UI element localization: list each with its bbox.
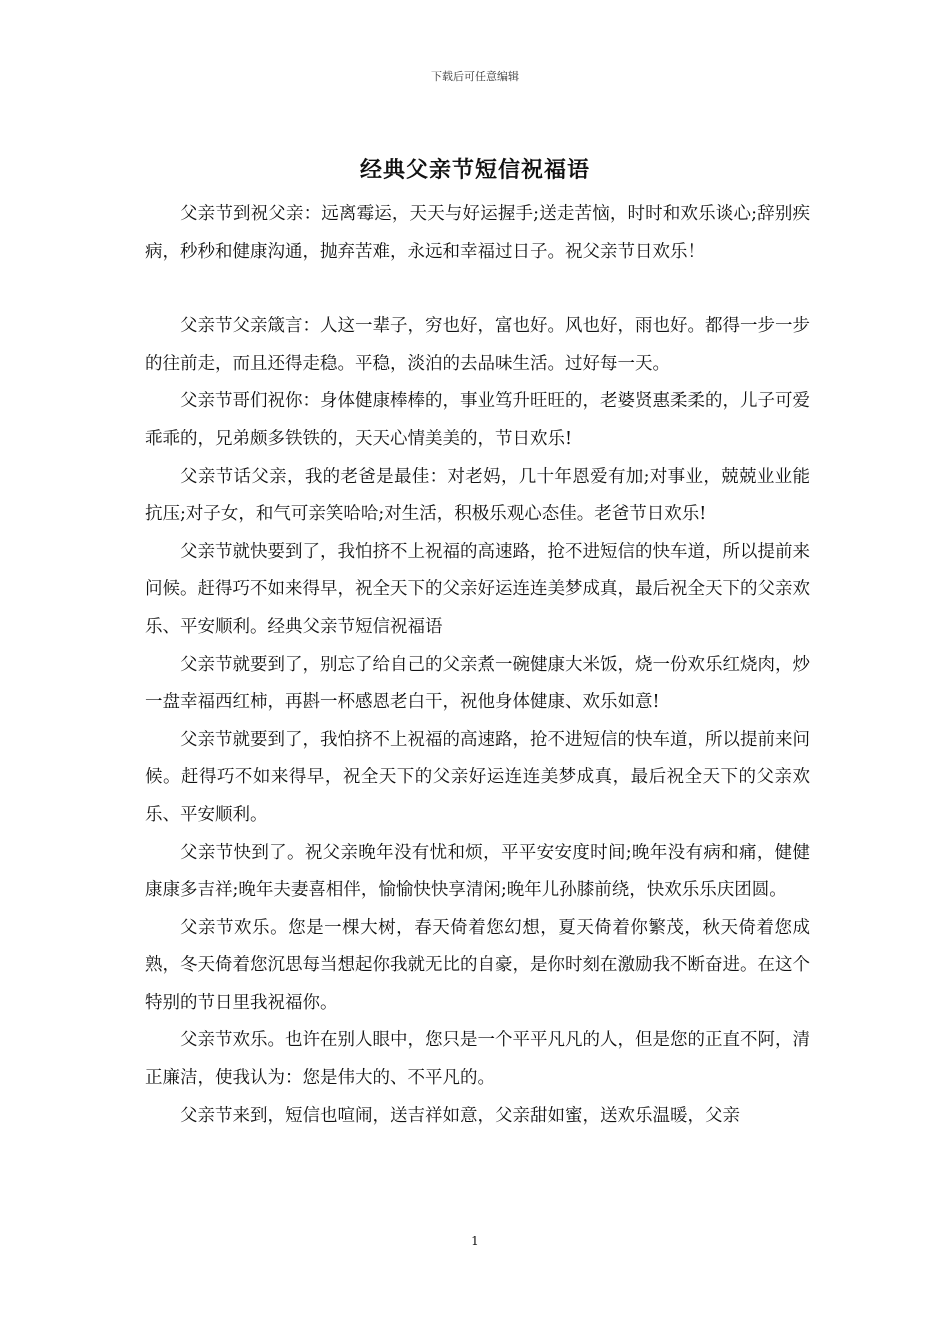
paragraph-8: 父亲节快到了。祝父亲晚年没有忧和烦，平平安安度时间;晚年没有病和痛，健健康康多吉祥;晚年夫妻喜相伴，愉愉快快享清闲;晚年儿孙膝前绕，快欢乐乐庆团圆。 bbox=[145, 842, 810, 901]
paragraph-5: 父亲节就快要到了，我怕挤不上祝福的高速路，抢不进短信的快车道，所以提前来问候。赶得巧不如来得早，祝全天下的父亲好运连连美梦成真，最后祝全天下的父亲欢乐、平安顺利。经典父亲节短信祝福语 bbox=[145, 541, 810, 637]
document-title: 经典父亲节短信祝福语 bbox=[359, 157, 590, 183]
paragraph-6: 父亲节就要到了，别忘了给自己的父亲煮一碗健康大米饭，烧一份欢乐红烧肉，炒一盘幸福西红柿，再斟一杯感恩老白干，祝他身体健康、欢乐如意! bbox=[145, 654, 810, 713]
paragraph-2: 父亲节父亲箴言：人这一辈子，穷也好，富也好。风也好，雨也好。都得一步一步的往前走，而且还得走稳。平稳，淡泊的去品味生活。过好每一天。 bbox=[145, 316, 810, 374]
paragraph-4: 父亲节话父亲，我的老爸是最佳：对老妈，几十年恩爱有加;对事业，兢兢业业能抗压;对子女，和气可亲笑哈哈;对生活，积极乐观心态佳。老爸节日欢乐! bbox=[145, 466, 810, 525]
paragraph-3: 父亲节哥们祝你：身体健康棒棒的，事业笃升旺旺的，老婆贤惠柔柔的，儿子可爱乖乖的，兄弟颇多铁铁的，天天心情美美的，节日欢乐! bbox=[145, 391, 810, 449]
header-note: 下载后可任意编辑 bbox=[431, 70, 519, 83]
paragraph-9: 父亲节欢乐。您是一棵大树，春天倚着您幻想，夏天倚着你繁茂，秋天倚着您成熟，冬天倚着您沉思每当想起你我就无比的自豪，是你时刻在激励我不断奋进。在这个特别的节日里我祝福你。 bbox=[145, 917, 810, 1013]
page-number: 1 bbox=[471, 1234, 479, 1248]
paragraph-10: 父亲节欢乐。也许在别人眼中，您只是一个平平凡凡的人，但是您的正直不阿，清正廉洁，使我认为：您是伟大的、不平凡的。 bbox=[145, 1030, 810, 1089]
paragraph-1: 父亲节到祝父亲：远离霉运，天天与好运握手;送走苦恼，时时和欢乐谈心;辞别疾病，秒秒和健康沟通，抛弃苦难，永远和幸福过日子。祝父亲节日欢乐！ bbox=[145, 204, 810, 262]
paragraph-11: 父亲节来到，短信也喧闹，送吉祥如意，父亲甜如蜜，送欢乐温暖，父亲 bbox=[180, 1105, 740, 1126]
document-body bbox=[145, 196, 810, 1135]
paragraph-7: 父亲节就要到了，我怕挤不上祝福的高速路，抢不进短信的快车道，所以提前来问候。赶得巧不如来得早，祝全天下的父亲好运连连美梦成真，最后祝全天下的父亲欢乐、平安顺利。 bbox=[145, 729, 810, 825]
